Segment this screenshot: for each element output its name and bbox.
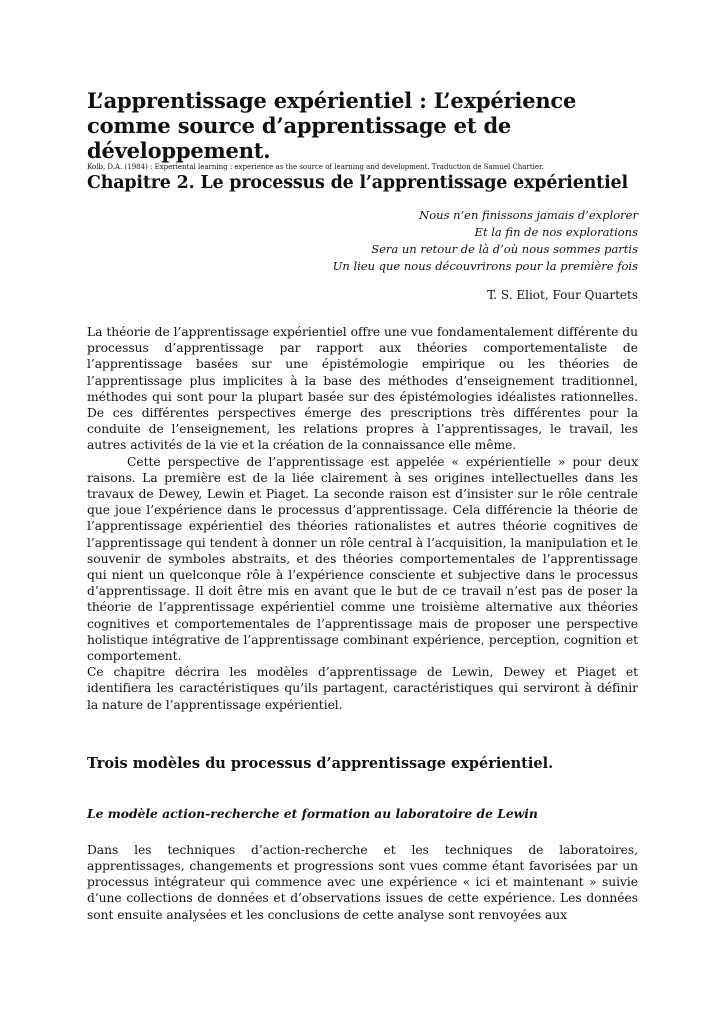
subsection-title: Le modèle action-recherche et formation au laboratoire de Lewin	[87, 805, 538, 821]
chapter-title: Chapitre 2. Le processus de l’apprentissage expérientiel	[87, 173, 628, 193]
document-title: L’apprentissage expérientiel : L’expérience comme source d’apprentissage et de développement.	[87, 88, 577, 163]
citation: Kolb, D.A. (1984) : Experiental learning : experience as the source of learning and development. Traduction de Samuel Chartier.	[87, 163, 544, 171]
document-page	[87, 88, 638, 923]
epigraph-attribution: T. S. Eliot, Four Quartets	[487, 288, 638, 302]
epigraph-line: Nous n’en finissons jamais d’explorer	[419, 208, 638, 222]
epigraph	[87, 207, 638, 275]
epigraph-line: Sera un retour de là d’où nous sommes partis	[371, 242, 638, 256]
section-title: Trois modèles du processus d’apprentissage expérientiel.	[87, 754, 554, 772]
epigraph-line: Et la fin de nos explorations	[474, 225, 638, 239]
paragraph: Cette perspective de l’apprentissage est appelée « expérientielle » pour deux raisons. La première est de la liée clairement à ses origines intellectuelles dans les travaux de Dewey, Lewin et Piaget. La seconde raison est d’insister sur le rôle centrale que joue l’expérience dans le processus d’apprentissage. Cela différencie la théorie de l’apprentissage expérientiel des théories rationalistes et autres théorie cognitives de l’apprentissage qui tendent à donner un rôle central à l’acquisition, la manipulation et le souvenir de symboles abstraits, et des théories comportementales de l’apprentissage qui nient un quelconque rôle à l’expérience consciente et subjective dans le processus d’apprentissage. Il doit être mis en avant que le but de ce travail n’est pas de poser la théorie de l’apprentissage expérientiel comme une troisième alternative aux théories cognitives et comportementales de l’apprentissage mais de proposer une perspective holistique intégrative de l’apprentissage combinant expérience, perception, cognition et comportement.	[87, 454, 638, 664]
paragraph: La théorie de l’apprentissage expérientiel offre une vue fondamentalement différente du processus d’apprentissage par rapport aux théories comportementaliste de l’apprentissage basées sur une épistémologie empirique ou les théories de l’apprentissage plus implicites à la base des méthodes d’enseignement traditionnel, méthodes qui sont pour la plupart basée sur des épistémologies idéalistes rationnelles. De ces différentes perspectives émerge des prescriptions très différentes pour la conduite de l’enseignement, les relations propres à l’apprentissages, le travail, les autres activités de la vie et la création de la connaissance elle même.	[87, 325, 638, 453]
paragraph: Ce chapitre décrira les modèles d’apprentissage de Lewin, Dewey et Piaget et identifiera les caractéristiques qu’ils partagent, caractéristiques qui serviront à définir la nature de l’apprentissage expérientiel.	[87, 665, 638, 712]
epigraph-line: Un lieu que nous découvrirons pour la première fois	[332, 259, 638, 273]
paragraph: Dans les techniques d’action-recherche et les techniques de laboratoires, apprentissages, changements et progressions sont vues comme étant favorisées par un processus intégrateur qui commence avec une expérience « ici et maintenant » suivie d’une collections de données et d’observations issues de cette expérience. Les données sont ensuite analysées et les conclusions de cette analyse sont renvoyées aux	[87, 842, 638, 922]
